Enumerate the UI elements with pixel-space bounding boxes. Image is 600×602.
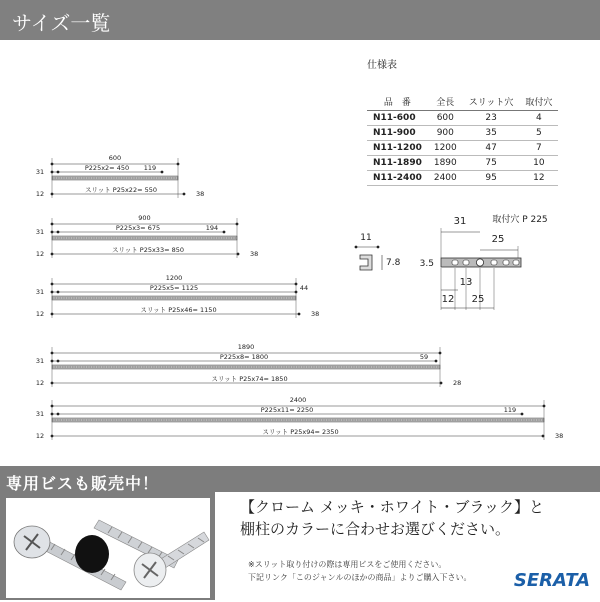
cell-holes: 10 [519,156,558,171]
dimension-dot [161,171,164,174]
col-header-slits: スリット穴 [463,93,520,111]
slit-dim-label: スリット P25x22= 550 [84,186,158,194]
note-text [248,558,471,584]
screws-image [6,498,210,598]
serata-logo: SERATA [513,570,590,591]
col-header-length: 全長 [428,93,463,111]
overall-length-label: 2400 [289,396,307,404]
left-top-dim: 31 [35,228,45,236]
cell-model: N11-1200 [367,141,428,156]
slit-dim-label: スリット P25x94= 2350 [262,428,339,436]
dimension-dot [57,360,60,363]
right-top-dim: 119 [143,164,157,172]
left-top-dim: 31 [35,410,45,418]
overall-length-label: 1890 [237,343,255,351]
right-bottom-dim: 38 [250,250,259,258]
slit-hole [491,260,497,265]
slit-hole [503,260,509,265]
overall-length-label: 1200 [165,274,183,282]
cell-slits: 23 [463,111,520,126]
dimension-dot [57,291,60,294]
dimension-dot [57,231,60,234]
detail-12-label: 12 [441,294,455,305]
pitch-dim-label: P225x5= 1125 [149,284,199,292]
left-top-dim: 31 [35,168,45,176]
spec-table-title: 仕様表 [367,60,397,71]
pitch-dim-label: P225x3= 675 [115,224,161,232]
left-bottom-dim: 12 [35,432,45,440]
right-top-dim: 59 [419,353,429,361]
cell-length: 900 [428,126,463,141]
col-header-holes: 取付穴 [519,93,558,111]
dimension-dot [57,171,60,174]
cell-model: N11-900 [367,126,428,141]
promo-section [0,466,600,600]
color-options-line-1: 【クローム メッキ・ホワイト・ブラック】と [240,498,545,516]
pitch-dim-label: P225x2= 450 [84,164,130,172]
slit-dim-label: スリット P25x33= 850 [111,246,185,254]
cell-length: 1890 [428,156,463,171]
cell-holes: 12 [519,171,558,186]
right-bottom-dim: 38 [196,190,205,198]
cell-length: 2400 [428,171,463,186]
left-bottom-dim: 12 [35,190,45,198]
cell-holes: 5 [519,126,558,141]
rail-bar [52,296,296,300]
cell-length: 1200 [428,141,463,156]
pitch-dim-label: P225x11= 2250 [260,406,314,414]
screws-illustration [6,498,210,598]
right-top-dim: 119 [503,406,517,414]
cell-model: N11-2400 [367,171,428,186]
right-bottom-dim: 38 [311,310,320,318]
page-title: サイズ一覧 [12,11,111,35]
promo-label: 専用ビスも販売中！ [6,474,160,493]
detail-offset-label: 31 [453,216,467,227]
dimension-dot [521,413,524,416]
cell-slits: 47 [463,141,520,156]
slit-dim-label: スリット P25x46= 1150 [140,306,217,314]
left-bottom-dim: 12 [35,379,45,387]
profile-width-label: 11 [360,233,372,243]
dimension-dot [298,313,301,316]
cell-slits: 95 [463,171,520,186]
detail-13-label: 13 [459,277,473,288]
mounting-hole [476,259,483,266]
dimension-dot [355,246,358,249]
dimension-dot [223,231,226,234]
slit-dim-label: スリット P25x74= 1850 [211,375,288,383]
cell-slits: 35 [463,126,520,141]
slit-hole [452,260,458,265]
cell-holes: 7 [519,141,558,156]
color-options-line-2: 棚柱のカラーに合わせお選びください。 [240,520,511,538]
profile-height-label: 7.8 [386,258,401,268]
cell-holes: 4 [519,111,558,126]
detail-pitch-top-label: 25 [491,234,505,245]
overall-length-label: 900 [138,214,151,222]
right-bottom-dim: 38 [555,432,564,440]
overall-length-label: 600 [108,154,122,162]
left-bottom-dim: 12 [35,310,45,318]
hole-pitch-label: 取付穴 P 225 [492,215,548,225]
note-line-2: 下記リンク「このジャンルのほかの商品」よりご購入下さい。 [248,573,472,582]
screw-white [134,532,209,587]
rail-profile [360,255,372,270]
note-line-1: ※スリット取り付けの際は専用ビスをご使用ください。 [248,560,447,569]
dimension-dot [57,413,60,416]
right-top-dim: 194 [205,224,219,232]
dimension-dot [377,246,380,249]
color-options-text [240,496,544,540]
left-top-dim: 31 [35,357,45,365]
cell-slits: 75 [463,156,520,171]
slit-hole [463,260,469,265]
col-header-model: 品 番 [367,93,428,111]
cell-model: N11-1890 [367,156,428,171]
left-bottom-dim: 12 [35,250,45,258]
dimension-dot [435,360,438,363]
detail-height-label: 3.5 [419,259,434,269]
right-bottom-dim: 28 [453,379,462,387]
dimension-dot [183,193,186,196]
cell-length: 600 [428,111,463,126]
slit-hole [513,260,519,265]
left-top-dim: 31 [35,288,45,296]
cell-model: N11-600 [367,111,428,126]
pitch-dim-label: P225x8= 1800 [219,353,269,361]
detail-pitch-bottom-label: 25 [471,294,485,305]
right-top-dim: 44 [299,284,309,292]
